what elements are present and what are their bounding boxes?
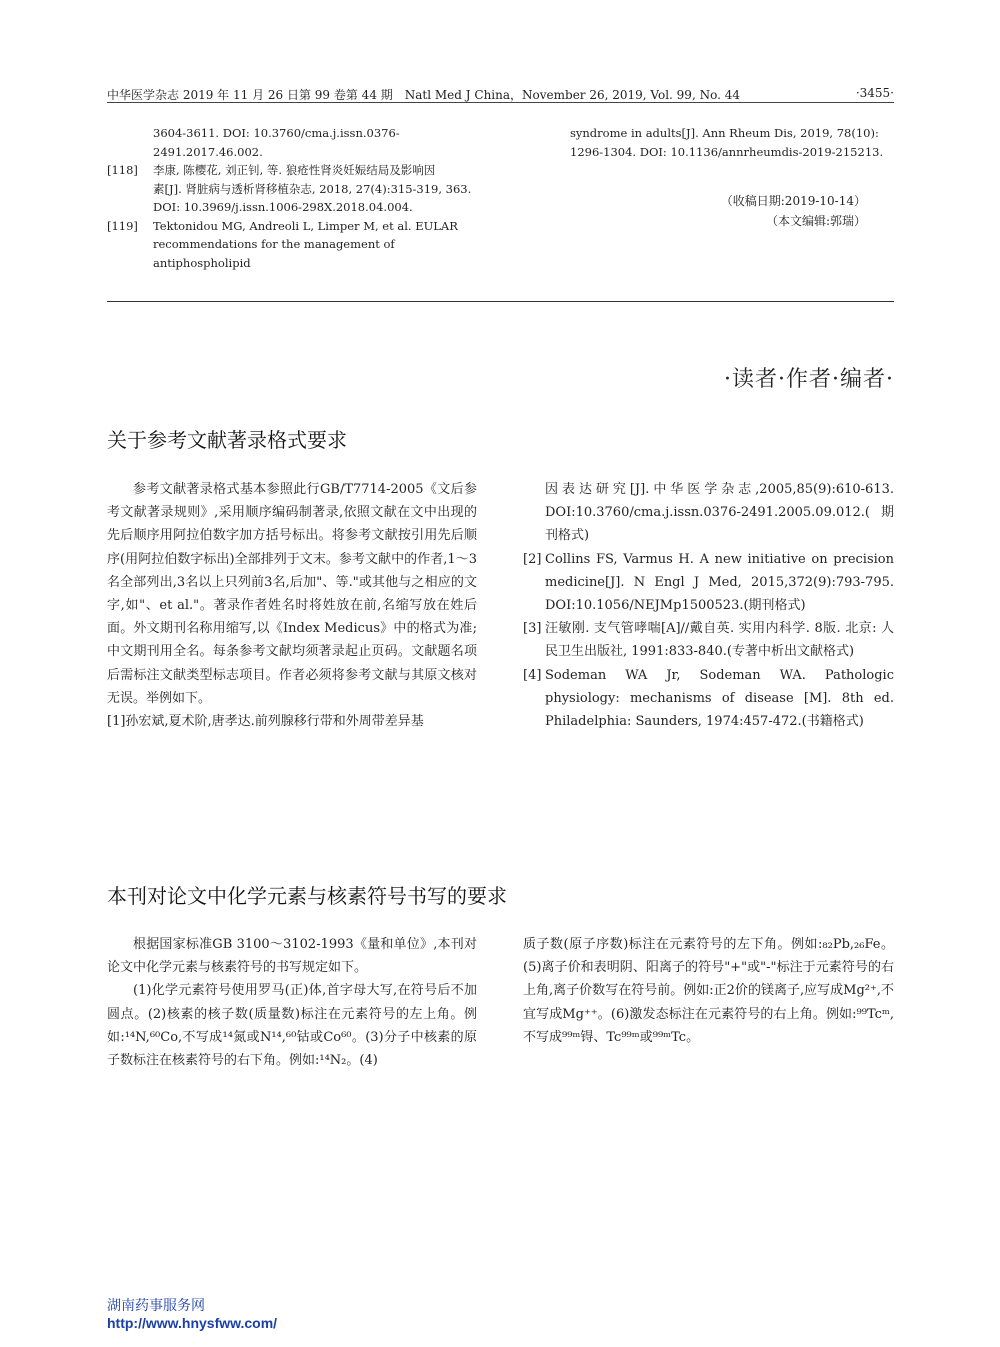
ref-text: Sodeman WA Jr, Sodeman WA. Pathologic physiology: mechanisms of disease [M]. 8th ed. Philadelphia: Saunders, 1974:457-472.(书籍格式) xyxy=(545,667,894,730)
paragraph: 质子数(原子序数)标注在元素符号的左下角。例如:₈₂Pb,₂₆Fe。(5)离子价和表明阴、阳离子的符号"+"或"-"标注于元素符号的右上角,离子价数写在符号前。例如:正2价的镁离子,应写成Mg²⁺,不宜写成Mg⁺⁺。(6)激发态标注在元素符号的右上角。例如:⁹⁹Tcᵐ,不写成⁹⁹ᵐ锝、Tc⁹⁹ᵐ或⁹⁹ᵐTc。 xyxy=(523,937,894,1045)
reference-item: [1]孙宏斌,夏术阶,唐孝达.前列腺移行带和外周带差异基 xyxy=(107,714,424,730)
article2-right-column xyxy=(523,933,894,1049)
editor-credit: （本文编辑:郭瑞） xyxy=(765,214,866,228)
article-dates xyxy=(566,191,866,231)
received-date: （收稿日期:2019-10-14） xyxy=(720,194,866,208)
paragraph: 根据国家标准GB 3100～3102-1993《量和单位》,本刊对论文中化学元素与核素符号的书写规定如下。 xyxy=(107,937,477,976)
site-url[interactable]: http://www.hnysfww.com/ xyxy=(107,1315,278,1331)
journal-header-text: 中华医学杂志 2019 年 11 月 26 日第 99 卷第 44 期 Natl Med J China，November 26, 2019, Vol. 99, No. 44 xyxy=(107,88,740,102)
ref-text: 汪敏刚. 支气管哮喘[A]//戴自英. 实用内科学. 8版. 北京: 人民卫生出版社, 1991:833-840.(专著中析出文献格式) xyxy=(545,621,894,660)
ref-number: [4] xyxy=(523,667,542,683)
article-title: 关于参考文献著录格式要求 xyxy=(107,428,347,452)
site-name: 湖南药事服务网 xyxy=(107,1297,205,1313)
reference-item xyxy=(523,617,894,663)
ref-number: [2] xyxy=(523,551,542,567)
ref-number: [3] xyxy=(523,621,542,637)
ref-118 xyxy=(107,161,477,180)
header-rule xyxy=(107,102,894,103)
ref-text: Collins FS, Varmus H. A new initiative on precision medicine[J]. N Engl J Med, 2015,372(9):793-795. DOI:10.1056/NEJMp1500523.(期刊格式) xyxy=(545,551,894,614)
ref-text-line: recommendations for the management of antiphospholipid xyxy=(153,237,395,270)
references-right xyxy=(570,124,894,161)
references-left xyxy=(107,124,477,272)
page-number: ·3455· xyxy=(855,86,894,100)
article-title: 本刊对论文中化学元素与核素符号书写的要求 xyxy=(107,884,507,908)
article1-right-column xyxy=(523,478,894,733)
ref-continuation: 3604-3611. DOI: 10.3760/cma.j.issn.0376-2491.2017.46.002. xyxy=(153,126,400,159)
running-header xyxy=(107,84,894,104)
ref-text-line: 1296-1304. DOI: 10.1136/annrheumdis-2019-215213. xyxy=(570,144,884,159)
ref-text-line: DOI: 10.3969/j.issn.1006-298X.2018.04.004. xyxy=(153,200,413,214)
ref-119 xyxy=(107,217,477,236)
ref-text-line: syndrome in adults[J]. Ann Rheum Dis, 2019, 78(10): xyxy=(570,126,879,140)
reference-item xyxy=(523,548,894,618)
reference-item xyxy=(523,664,894,734)
ref-number: [119] xyxy=(107,218,138,233)
article1-left-column xyxy=(107,478,477,733)
reference-continuation: 因表达研究[J].中华医学杂志,2005,85(9):610-613. DOI:10.3760/cma.j.issn.0376-2491.2005.09.012.(期刊格式) xyxy=(545,482,894,544)
section-separator xyxy=(107,301,894,302)
column-title: ·读者·作者·编者· xyxy=(724,367,894,392)
paragraph: 参考文献著录格式基本参照此行GB/T7714-2005《文后参考文献著录规则》,采用顺序编码制著录,依照文献在文中出现的先后顺序用阿拉伯数字加方括号标出。将参考文献按引用先后顺序(用阿拉伯数字标出)全部排列于文末。参考文献中的作者,1～3名全部列出,3名以上只列前3名,后加"、等."或其他与之相应的文字,如"、et al."。著录作者姓名时将姓放在前,名缩写放在姓后面。外文期刊名称用缩写,以《Index Medicus》中的格式为准;中文期刊用全名。每条参考文献均须著录起止页码。文献题名项后需标注文献类型标志项目。作者必须将参考文献与其原文核对无误。举例如下。 xyxy=(107,482,477,706)
ref-text: 李康, 陈樱花, 刘正钊, 等. 狼疮性肾炎妊娠结局及影响因 xyxy=(153,163,436,177)
article2-left-column xyxy=(107,933,477,1072)
ref-text-line: 素[J]. 肾脏病与透析肾移植杂志, 2018, 27(4):315-319, 363. xyxy=(153,181,472,196)
site-watermark xyxy=(107,1296,277,1332)
paragraph: (1)化学元素符号使用罗马(正)体,首字母大写,在符号后不加圆点。(2)核素的核子数(质量数)标注在元素符号的左上角。例如:¹⁴N,⁶⁰Co,不写成¹⁴氮或N¹⁴,⁶⁰钴或Co⁶⁰。(3)分子中核素的原子数标注在核素符号的右下角。例如:¹⁴N₂。(4) xyxy=(107,983,477,1069)
ref-text: Tektonidou MG, Andreoli L, Limper M, et al. EULAR xyxy=(153,218,458,233)
ref-number: [118] xyxy=(107,163,138,177)
